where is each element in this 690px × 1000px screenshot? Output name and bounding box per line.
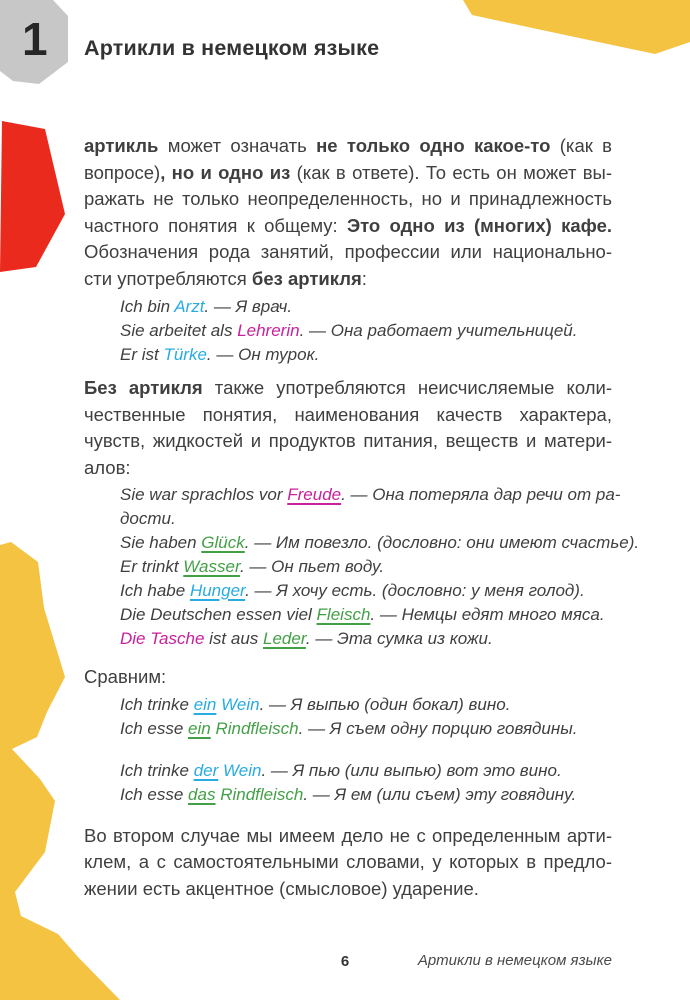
text-line: вопросе), но и одно из (как в ответе). То есть он может вы- [84, 161, 613, 183]
chapter-number: 1 [22, 13, 48, 65]
text-line: Ich habe Hunger. — Я хочу есть. (дословно: у меня голод). [120, 581, 585, 600]
text-line: дости. [120, 509, 176, 528]
examples-uncountable [84, 483, 640, 651]
text-line: Sie haben Glück. — Им повезло. (дословно: они имеют счастье). [120, 533, 640, 552]
page-title: Артикли в немецком языке [84, 36, 380, 60]
paragraph-article-meaning [84, 133, 612, 292]
text-line: сти употребляются без артикля: [84, 267, 367, 289]
examples-definite [84, 759, 612, 807]
compare-label: Сравним: [84, 666, 167, 687]
text-line: Er trinkt Wasser. — Он пьет воду. [120, 557, 385, 576]
footer-page-number: 6 [340, 953, 350, 970]
footer-running-title: Артикли в немецком языке [417, 952, 612, 969]
text-line: артикль может означать не только одно какое-то (как в [84, 135, 613, 156]
examples-professions [84, 295, 612, 367]
text-line: Ich esse ein Rindfleisch. — Я съем одну порцию говядины. [120, 718, 578, 738]
text-line: чественные понятия, наименования качеств характера, [84, 403, 612, 425]
page-content [84, 133, 640, 902]
text-line: Обозначения рода занятий, профессии или национально- [84, 241, 612, 262]
text-line: жении есть акцентное (смысловое) ударение. [84, 877, 479, 899]
text-line: Ich trinke der Wein. — Я пью (или выпью) вот это вино. [120, 760, 562, 780]
text-line: клем, а с самостоятельными словами, у которых в предло- [84, 851, 612, 872]
text-line: Sie war sprachlos vor Freude. — Она потеряла дар речи от ра- [120, 485, 621, 504]
text-line: Die Deutschen essen viel Fleisch. — Немцы едят много мяса. [120, 605, 605, 624]
text-line: Er ist Türke. — Он турок. [120, 345, 320, 364]
text-line: частного понятия к общему: Это одно из (многих) кафе. [84, 214, 613, 236]
paragraph-conclusion [84, 823, 612, 903]
text-line: Во втором случае мы имеем дело не с определенным арти- [84, 824, 612, 846]
text-line: Ich bin Arzt. — Я врач. [120, 297, 293, 316]
text-line: ражать не только неопределенность, но и принадлежность [84, 188, 612, 209]
yellow-top-right-shape [463, 0, 690, 54]
text-line: чувств, жидкостей и продуктов питания, веществ и матери- [84, 430, 612, 451]
text-line: Sie arbeitet als Lehrerin. — Она работает учительницей. [120, 321, 578, 340]
paragraph-no-article [84, 375, 612, 481]
text-line: алов: [84, 456, 131, 478]
text-line: Die Tasche ist aus Leder. — Эта сумка из кожи. [120, 629, 493, 648]
text-line: Ich esse das Rindfleisch. — Я ем (или съем) эту говядину. [120, 784, 577, 804]
text-line: Ich trinke ein Wein. — Я выпью (один бокал) вино. [120, 694, 511, 714]
text-line: Без артикля также употребляются неисчисляемые коли- [84, 377, 612, 398]
red-accent-shape [0, 121, 65, 272]
examples-indefinite [84, 693, 612, 741]
